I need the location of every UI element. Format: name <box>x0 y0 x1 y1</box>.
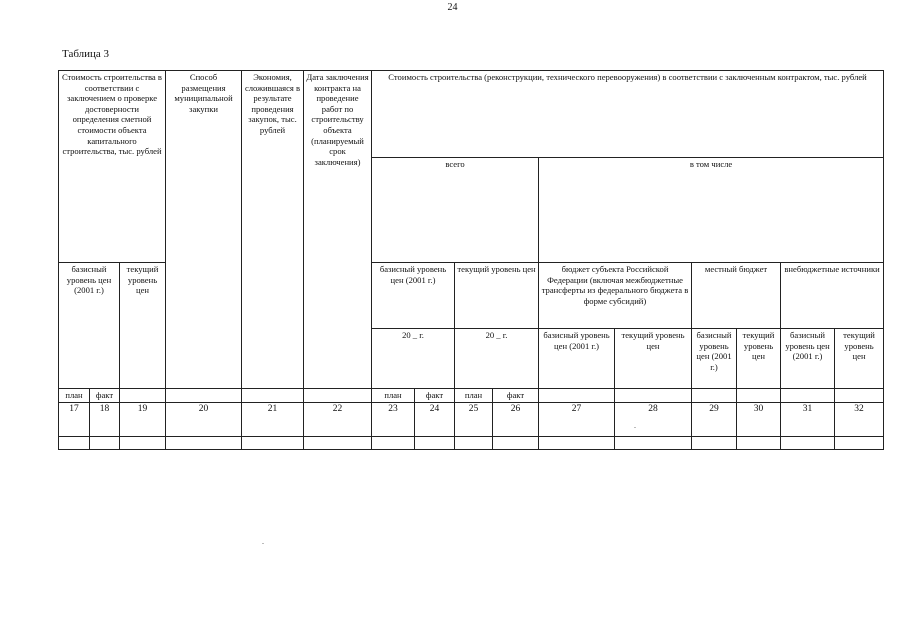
empty-cell <box>835 436 884 449</box>
header-total-base-level: базисный уровень цен (2001 г.) <box>372 263 455 329</box>
column-number: 20 <box>166 402 242 436</box>
column-number: 23 <box>372 402 415 436</box>
empty-cell <box>781 436 835 449</box>
header-local-base: базисный уровень цен (2001 г.) <box>692 329 737 389</box>
blank-cell <box>835 389 884 403</box>
empty-cell <box>120 436 166 449</box>
header-cost-estimate: Стоимость строительства в соответствии с заключением о проверке достоверности определения сметной стоимости объекта капитального строительства, тыс. рублей <box>59 71 166 158</box>
header-local-current: текущий уровень цен <box>737 329 781 389</box>
header-fact: факт <box>415 389 455 403</box>
column-number: 26 <box>493 402 539 436</box>
blank-cell <box>166 389 242 403</box>
header-current-level: текущий уровень цен <box>120 263 166 389</box>
blank-cell <box>539 389 615 403</box>
empty-cell <box>304 436 372 449</box>
column-number: 28 <box>615 402 692 436</box>
header-year-current: 20 _ г. <box>455 329 539 389</box>
blank-cell <box>737 389 781 403</box>
column-number: 22 <box>304 402 372 436</box>
header-including: в том числе <box>539 158 884 263</box>
blank-cell <box>242 389 304 403</box>
header-cost-estimate-cont <box>59 158 166 263</box>
header-year-base: 20 _ г. <box>372 329 455 389</box>
header-local-budget: местный бюджет <box>692 263 781 329</box>
header-plan: план <box>372 389 415 403</box>
page-number: 24 <box>447 2 458 13</box>
header-fact: факт <box>493 389 539 403</box>
scan-speck <box>262 543 264 544</box>
table-title: Таблица 3 <box>62 48 110 60</box>
empty-cell <box>493 436 539 449</box>
column-number: 24 <box>415 402 455 436</box>
empty-cell <box>242 436 304 449</box>
blank-cell <box>615 389 692 403</box>
empty-cell <box>166 436 242 449</box>
construction-cost-table <box>58 70 884 450</box>
header-regional-budget: бюджет субъекта Российской Федерации (включая межбюджетные трансферты из федерального бюджета в форме субсидий) <box>539 263 692 329</box>
column-number: 19 <box>120 402 166 436</box>
header-placement-method: Способ размещения муниципальной закупки <box>166 71 242 389</box>
header-savings: Экономия, сложившаяся в результате проведения закупок, тыс. рублей <box>242 71 304 389</box>
empty-cell <box>455 436 493 449</box>
blank-cell <box>692 389 737 403</box>
empty-cell <box>90 436 120 449</box>
header-total: всего <box>372 158 539 263</box>
blank-cell <box>304 389 372 403</box>
blank-cell <box>781 389 835 403</box>
header-regional-base: базисный уровень цен (2001 г.) <box>539 329 615 389</box>
column-number: 30 <box>737 402 781 436</box>
column-number: 32 <box>835 402 884 436</box>
column-number: 27 <box>539 402 615 436</box>
header-plan: план <box>59 389 90 403</box>
empty-cell <box>59 436 90 449</box>
empty-cell <box>372 436 415 449</box>
header-base-level: базисный уровень цен (2001 г.) <box>59 263 120 389</box>
header-offbudget: внебюджетные источники <box>781 263 884 329</box>
column-number: 31 <box>781 402 835 436</box>
empty-cell <box>692 436 737 449</box>
empty-cell <box>539 436 615 449</box>
column-number: 25 <box>455 402 493 436</box>
header-fact: факт <box>90 389 120 403</box>
column-number: 21 <box>242 402 304 436</box>
empty-cell <box>615 436 692 449</box>
empty-cell <box>415 436 455 449</box>
header-plan: план <box>455 389 493 403</box>
empty-cell <box>737 436 781 449</box>
header-regional-current: текущий уровень цен <box>615 329 692 389</box>
column-number: 18 <box>90 402 120 436</box>
scan-speck <box>634 427 636 428</box>
header-offbudget-current: текущий уровень цен <box>835 329 884 389</box>
header-contract-cost: Стоимость строительства (реконструкции, технического перевооружения) в соответствии с заключенным контрактом, тыс. рублей <box>372 71 884 158</box>
column-number: 29 <box>692 402 737 436</box>
header-total-current-level: текущий уровень цен <box>455 263 539 329</box>
header-contract-date: Дата заключения контракта на проведение работ по строительству объекта (планируемый срок заключения) <box>304 71 372 389</box>
header-offbudget-base: базисный уровень цен (2001 г.) <box>781 329 835 389</box>
blank-cell <box>120 389 166 403</box>
column-number: 17 <box>59 402 90 436</box>
